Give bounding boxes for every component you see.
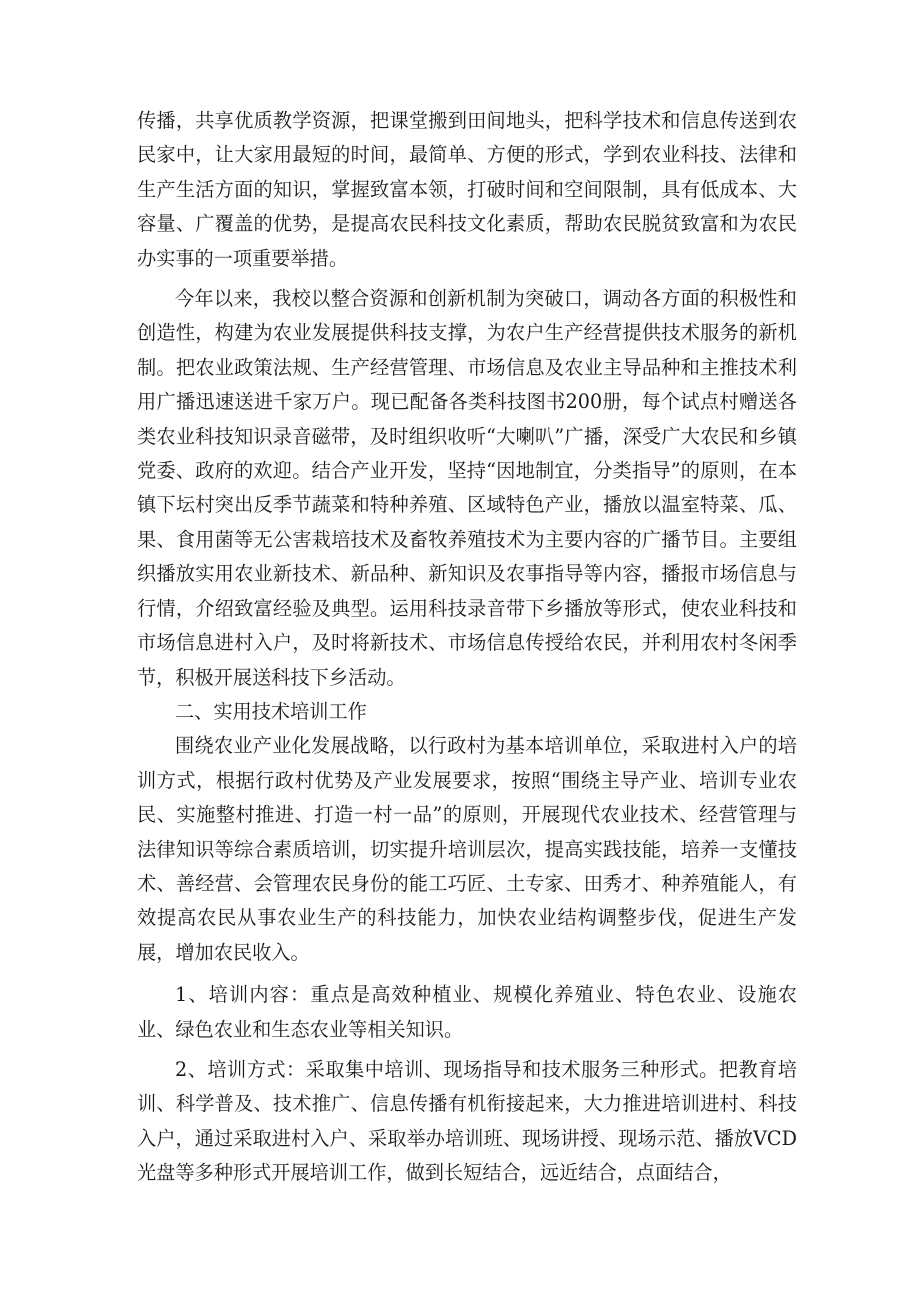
section-heading-training: 二、实用技术培训工作 [175, 699, 367, 723]
document-page [137, 104, 797, 1191]
paragraph-training-content: 1、培训内容：重点是高效种植业、规模化养殖业、特色农业、设施农业、绿色农业和生态农业等相关知识。 [137, 983, 797, 1041]
paragraph-training-method: 2、培训方式：采取集中培训、现场指导和技术服务三种形式。把教育培训、科学普及、技术推广、信息传播有机衔接起来，大力推进培训进村、科技入户，通过采取进村入户、采取举办培训班、现场讲授、现场示范、播放VCD光盘等多种形式开展培训工作，做到长短结合，远近结合，点面结合， [137, 1057, 797, 1185]
paragraph-broadcast-work: 今年以来，我校以整合资源和创新机制为突破口，调动各方面的积极性和创造性，构建为农业发展提供科技支撑，为农户生产经营提供技术服务的新机制。把农业政策法规、生产经营管理、市场信息及农业主导品种和主推技术利用广播迅速送进千家万户。现已配备各类科技图书200册，每个试点村赠送各类农业科技知识录音磁带，及时组织收听“大喇叭”广播，深受广大农民和乡镇党委、政府的欢迎。结合产业开发，坚持“因地制宜，分类指导”的原则，在本镇下坛村突出反季节蔬菜和特种养殖、区域特色产业，播放以温室特菜、瓜、果、食用菌等无公害栽培技术及畜牧养殖技术为主要内容的广播节目。主要组织播放实用农业新技术、新品种、新知识及农事指导等内容，播报市场信息与行情，介绍致富经验及典型。运用科技录音带下乡播放等形式，使农业科技和市场信息进村入户，及时将新技术、市场信息传授给农民，并利用农村冬闲季节，积极开展送科技下乡活动。 [137, 287, 797, 689]
paragraph-continued-intro: 传播，共享优质教学资源，把课堂搬到田间地头，把科学技术和信息传送到农民家中，让大家用最短的时间，最简单、方便的形式，学到农业科技、法律和生产生活方面的知识，掌握致富本领，打破时间和空间限制，具有低成本、大容量、广覆盖的优势，是提高农民科技文化素质，帮助农民脱贫致富和为农民办实事的一项重要举措。 [137, 109, 797, 270]
paragraph-training-strategy: 围绕农业产业化发展战略，以行政村为基本培训单位，采取进村入户的培训方式，根据行政村优势及产业发展要求，按照“围绕主导产业、培训专业农民、实施整村推进、打造一村一品”的原则，开展现代农业技术、经营管理与法律知识等综合素质培训，切实提升培训层次，提高实践技能，培养一支懂技术、善经营、会管理农民身份的能工巧匠、土专家、田秀才、种养殖能人，有效提高农民从事农业生产的科技能力，加快农业结构调整步伐，促进生产发展，增加农民收入。 [137, 734, 797, 964]
